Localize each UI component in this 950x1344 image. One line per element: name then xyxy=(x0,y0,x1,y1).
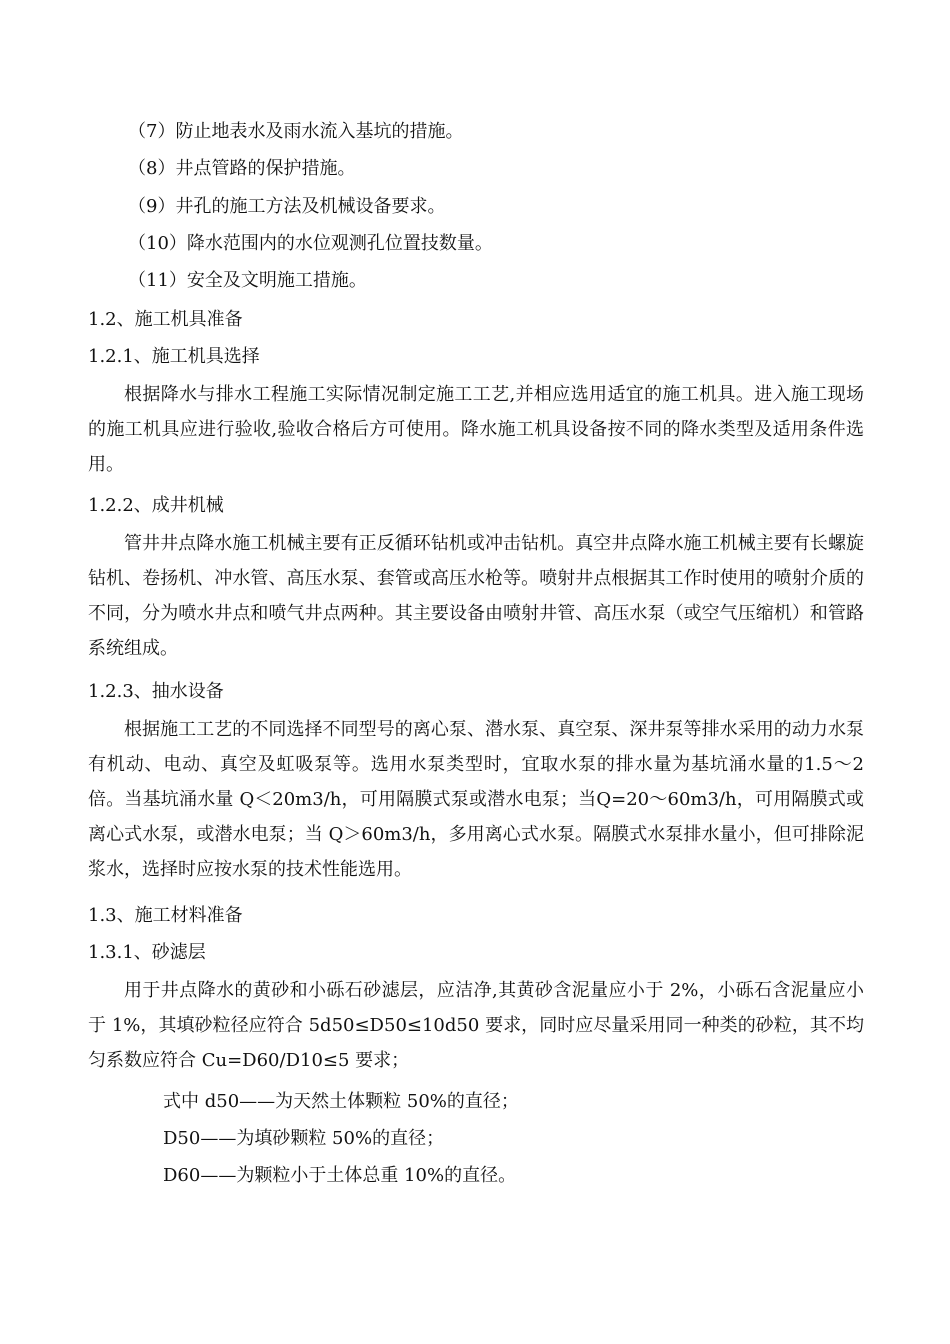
section-heading-1-2-1: 1.2.1、施工机具选择 xyxy=(88,346,260,367)
paragraph-1-2-3: 根据施工工艺的不同选择不同型号的离心泵、潜水泵、真空泵、深井泵等排水采用的动力水泵有机动、电动、真空及虹吸泵等。选用水泵类型时，宜取水泵的排水量为基坑涌水量的1.5～2 倍。当基坑涌水量 Q＜20m3/h，可用隔膜式泵或潜水电泵；当Q=20～60m3/h，可用隔膜式或离心式水泵，或潜水电泵；当 Q＞60m3/h，多用离心式水泵。隔膜式水泵排水量小，但可排除泥浆水，选择时应按水泵的技术性能选用。 xyxy=(88,719,864,880)
formula-line-D60: D60——为颗粒小于土体总重 10%的直径。 xyxy=(163,1165,517,1186)
section-heading-1-2-2: 1.2.2、成井机械 xyxy=(88,495,224,516)
list-item-8: （8）井点管路的保护措施。 xyxy=(128,158,356,179)
list-item-11: （11）安全及文明施工措施。 xyxy=(128,270,367,291)
list-item-7: （7）防止地表水及雨水流入基坑的措施。 xyxy=(128,121,464,142)
section-heading-1-2-3: 1.2.3、抽水设备 xyxy=(88,681,224,702)
formula-line-D50: D50——为填砂颗粒 50%的直径； xyxy=(163,1128,445,1149)
paragraph-1-3-1: 用于井点降水的黄砂和小砾石砂滤层，应洁净,其黄砂含泥量应小于 2%，小砾石含泥量应小于 1%，其填砂粒径应符合 5d50≤D50≤10d50 要求，同时应尽量采用同一种类的砂粒，其不均匀系数应符合 Cu=D60/D10≤5 要求； xyxy=(88,980,864,1071)
paragraph-1-2-1: 根据降水与排水工程施工实际情况制定施工工艺,并相应选用适宜的施工机具。进入施工现场的施工机具应进行验收,验收合格后方可使用。降水施工机具设备按不同的降水类型及适用条件选用。 xyxy=(88,384,864,475)
section-heading-1-2: 1.2、施工机具准备 xyxy=(88,309,243,330)
formula-line-d50: 式中 d50——为天然土体颗粒 50%的直径； xyxy=(163,1091,519,1112)
paragraph-1-2-2: 管井井点降水施工机械主要有正反循环钻机或冲击钻机。真空井点降水施工机械主要有长螺旋钻机、卷扬机、冲水管、高压水泵、套管或高压水枪等。喷射井点根据其工作时使用的喷射介质的不同，分为喷水井点和喷气井点两种。其主要设备由喷射井管、高压水泵（或空气压缩机）和管路系统组成。 xyxy=(88,533,864,659)
section-heading-1-3: 1.3、施工材料准备 xyxy=(88,905,243,926)
list-item-10: （10）降水范围内的水位观测孔位置技数量。 xyxy=(128,233,493,254)
section-heading-1-3-1: 1.3.1、砂滤层 xyxy=(88,942,206,963)
list-item-9: （9）井孔的施工方法及机械设备要求。 xyxy=(128,196,446,217)
